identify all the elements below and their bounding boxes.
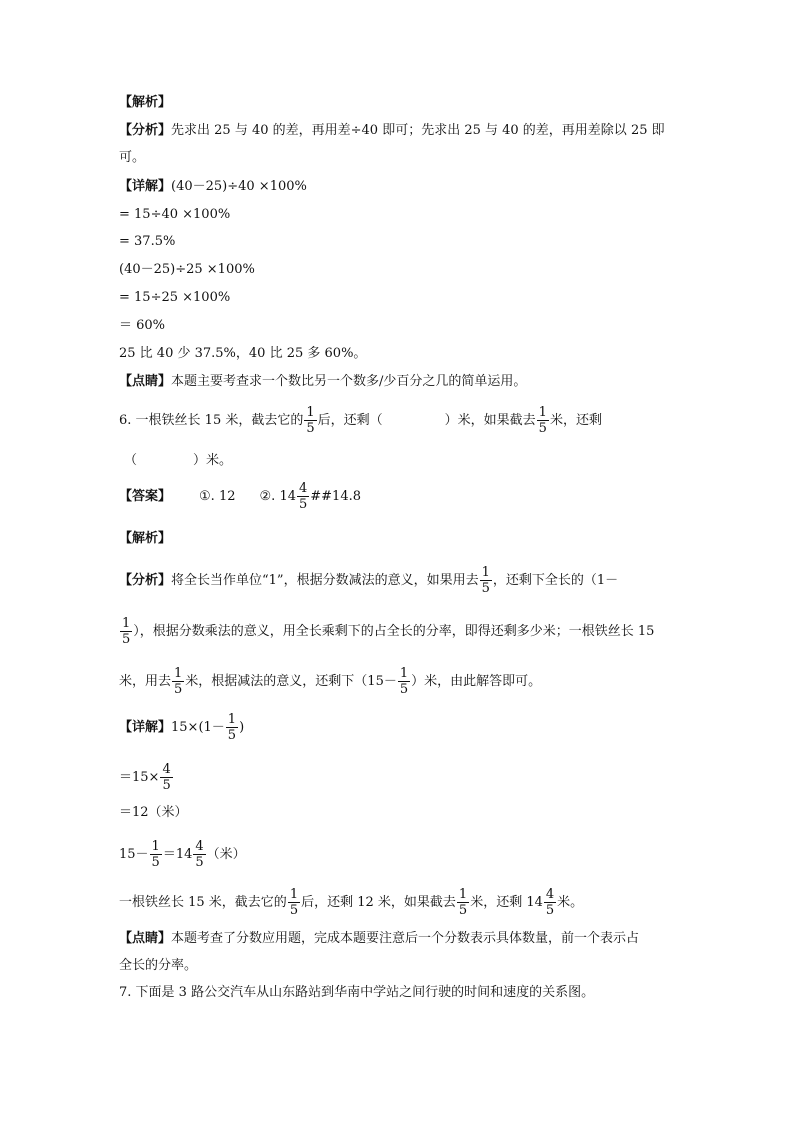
q6-analysis-line1 xyxy=(119,565,618,596)
fraction-one-fifth: $\frac{1}{5}$ xyxy=(174,666,183,697)
q5-analysis-line2: 可。 xyxy=(119,150,146,165)
fraction-one-fifth: $\frac{1}{5}$ xyxy=(151,839,160,870)
q6-analysis-text3a: 米，用去 xyxy=(119,674,172,689)
fenxi-tag: 【分析】 xyxy=(119,123,172,138)
q6-step4-b: ＝14 xyxy=(162,847,193,862)
q5-step-3: = 37.5% xyxy=(119,234,176,249)
q6-answer-line xyxy=(119,481,361,512)
q6-analysis-text1b: ，还剩下全长的（1－ xyxy=(492,573,619,588)
q6-analysis-text1: 将全长当作单位“1”，根据分数减法的意义，如果用去 xyxy=(171,573,479,588)
jiexi-heading-q6: 【解析】 xyxy=(119,531,172,546)
q5-step-4: (40－25)÷25 ×100% xyxy=(119,262,255,277)
fraction-four-fifths: $\frac{4}{5}$ xyxy=(298,481,308,512)
fraction-four-fifths: $\frac{4}{5}$ xyxy=(162,762,171,793)
xiangjie-tag-q6: 【详解】 xyxy=(119,720,172,735)
fraction-one-fifth: $\frac{1}{5}$ xyxy=(122,616,131,647)
q6-number: 6. xyxy=(119,413,132,428)
q5-step-1: (40－25)÷40 ×100% xyxy=(171,179,307,194)
q7-text: 下面是 3 路公交汽车从山东路站到华南中学站之间行驶的时间和速度的关系图。 xyxy=(135,985,595,1000)
q6-question-line1 xyxy=(119,405,602,436)
q6-step2-a: ＝15× xyxy=(119,770,160,785)
q6-dianjing-line2: 全长的分率。 xyxy=(119,958,198,973)
fraction-one-fifth: $\frac{1}{5}$ xyxy=(306,405,315,436)
fraction-one-fifth: $\frac{1}{5}$ xyxy=(538,405,547,436)
answer-2-marker: ②. xyxy=(259,489,276,504)
q6-text-part1: 一根铁丝长 15 米，截去它的 xyxy=(135,413,304,428)
q5-conclusion: 25 比 40 少 37.5%，40 比 25 多 60%。 xyxy=(119,346,367,361)
q6-analysis-line3 xyxy=(119,666,541,697)
q6-analysis-text3b: 米，根据减法的意义，还剩下（15－ xyxy=(185,674,397,689)
q5-dianjing-text: 本题主要考查求一个数比另一个数多/少百分之几的简单运用。 xyxy=(171,374,527,389)
jiexi-heading: 【解析】 xyxy=(119,95,172,110)
q6-detail-line4 xyxy=(119,839,246,870)
fraction-one-fifth: $\frac{1}{5}$ xyxy=(399,666,409,697)
dianjing-tag: 【点睛】 xyxy=(119,374,172,389)
q6-step1-b: ) xyxy=(239,720,245,735)
q6-question-line2 xyxy=(124,452,232,470)
fraction-four-fifths: $\frac{4}{5}$ xyxy=(195,839,204,870)
q5-step-2: = 15÷40 ×100% xyxy=(119,207,231,222)
q7-question xyxy=(119,984,594,1002)
q6-text-part3: ）米，如果截去 xyxy=(444,413,536,428)
fraction-one-fifth: $\frac{1}{5}$ xyxy=(227,712,237,743)
xiangjie-tag: 【详解】 xyxy=(119,179,172,194)
fraction-one-fifth: $\frac{1}{5}$ xyxy=(289,887,299,918)
q6-concl-a: 一根铁丝长 15 米，截去它的 xyxy=(119,895,287,910)
q5-dianjing xyxy=(119,373,526,391)
q6-bracket-open: （ xyxy=(124,453,138,468)
q6-conclusion xyxy=(119,887,583,918)
q6-concl-c: 米，还剩 14 xyxy=(470,895,543,910)
q6-analysis-text2: ），根据分数乘法的意义，用全长乘剩下的占全长的分率，即得还剩多少米；一根铁丝长 15 xyxy=(133,624,655,639)
q6-detail-line3: ＝12（米） xyxy=(119,805,188,820)
answer-2-tail: ##14.8 xyxy=(310,489,361,504)
q6-step4-a: 15－ xyxy=(119,847,149,862)
q6-step1-a: 15×(1－ xyxy=(171,720,225,735)
answer-1-marker: ①. xyxy=(199,489,215,504)
fraction-four-fifths: $\frac{4}{5}$ xyxy=(545,887,555,918)
q6-detail-line2 xyxy=(119,762,174,793)
fraction-one-fifth: $\frac{1}{5}$ xyxy=(481,565,490,596)
q6-text-part2: 后，还剩（ xyxy=(317,413,383,428)
q5-analysis-line1 xyxy=(119,122,665,140)
dianjing-tag-q6: 【点睛】 xyxy=(119,931,172,946)
q6-analysis-text3c: ）米，由此解答即可。 xyxy=(411,674,542,689)
answer-2-whole: 14 xyxy=(279,489,296,504)
q7-number: 7. xyxy=(119,985,132,1000)
q6-concl-d: 米。 xyxy=(557,895,584,910)
q6-dianjing-line1 xyxy=(119,930,639,948)
q6-analysis-line2 xyxy=(119,616,654,647)
q5-analysis-text: 先求出 25 与 40 的差，再用差÷40 即可；先求出 25 与 40 的差，再用差除以 25 即 xyxy=(171,123,665,138)
q5-step-5: = 15÷25 ×100% xyxy=(119,290,231,305)
fenxi-tag-q6: 【分析】 xyxy=(119,573,172,588)
q6-bracket-close: ）米。 xyxy=(193,453,233,468)
q6-text-part4: 米，还剩 xyxy=(549,413,602,428)
q5-detail-line xyxy=(119,178,307,196)
q6-step4-c: （米） xyxy=(206,847,246,862)
q6-concl-b: 后，还剩 12 米，如果截去 xyxy=(301,895,456,910)
answer-tag: 【答案】 xyxy=(119,489,172,504)
answer-1-value: 12 xyxy=(218,489,236,504)
q6-dianjing-text1: 本题考查了分数应用题，完成本题要注意后一个分数表示具体数量，前一个表示占 xyxy=(171,931,640,946)
fraction-one-fifth: $\frac{1}{5}$ xyxy=(458,887,468,918)
q6-detail-line1 xyxy=(119,712,244,743)
q5-step-6: ＝ 60% xyxy=(119,318,166,333)
